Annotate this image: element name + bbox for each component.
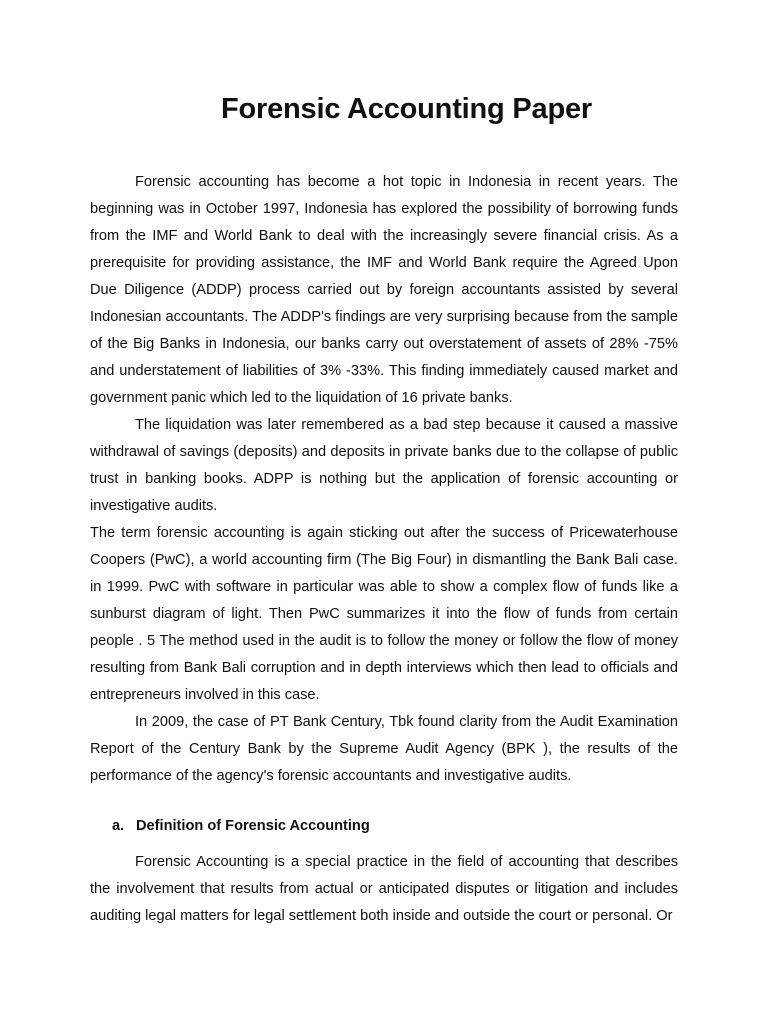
paragraph-bank-century: In 2009, the case of PT Bank Century, Tbk found clarity from the Audit Examination Report of the Century Bank by the Supreme Audit Agency (BPK ), the results of the performance of the agency's forensic accountants and investigative audits. xyxy=(90,714,678,784)
document-body xyxy=(90,169,678,790)
paragraph-bank-bali: The term forensic accounting is again sticking out after the success of Pricewaterhouse Coopers (PwC), a world accounting firm (The Big Four) in dismantling the Bank Bali case. in 1999. PwC with software in particular was able to show a complex flow of funds like a sunburst diagram of light. Then PwC summarizes it into the flow of funds from certain people . 5 The method used in the audit is to follow the money or follow the flow of money resulting from Bank Bali corruption and in depth interviews which then lead to officials and entrepreneurs involved in this case. xyxy=(90,525,678,703)
paragraph-definition: Forensic Accounting is a special practice in the field of accounting that describes the involvement that results from actual or anticipated disputes or litigation and includes auditing legal matters for legal settlement both inside and outside the court or personal. Or xyxy=(90,854,678,924)
section-marker: a. xyxy=(112,818,125,834)
paragraph-intro: Forensic accounting has become a hot topic in Indonesia in recent years. The beginning was in October 1997, Indonesia has explored the possibility of borrowing funds from the IMF and World Bank to deal with the increasingly severe financial crisis. As a prerequisite for providing assistance, the IMF and World Bank require the Agreed Upon Due Diligence (ADDP) process carried out by foreign accountants assisted by several Indonesian accountants. The ADDP's findings are very surprising because from the sample of the Big Banks in Indonesia, our banks carry out overstatement of assets of 28% -75% and understatement of liabilities of 3% -33%. This finding immediately caused market and government panic which led to the liquidation of 16 private banks. xyxy=(90,174,678,406)
section-body xyxy=(90,849,678,930)
page-title: Forensic Accounting Paper xyxy=(221,93,592,125)
section-heading-text: Definition of Forensic Accounting xyxy=(136,818,370,834)
section-heading-definition xyxy=(112,813,370,840)
paragraph-liquidation: The liquidation was later remembered as a bad step because it caused a massive withdrawal of savings (deposits) and deposits in private banks due to the collapse of public trust in banking books. ADPP is nothing but the application of forensic accounting or investigative audits. xyxy=(90,417,678,514)
